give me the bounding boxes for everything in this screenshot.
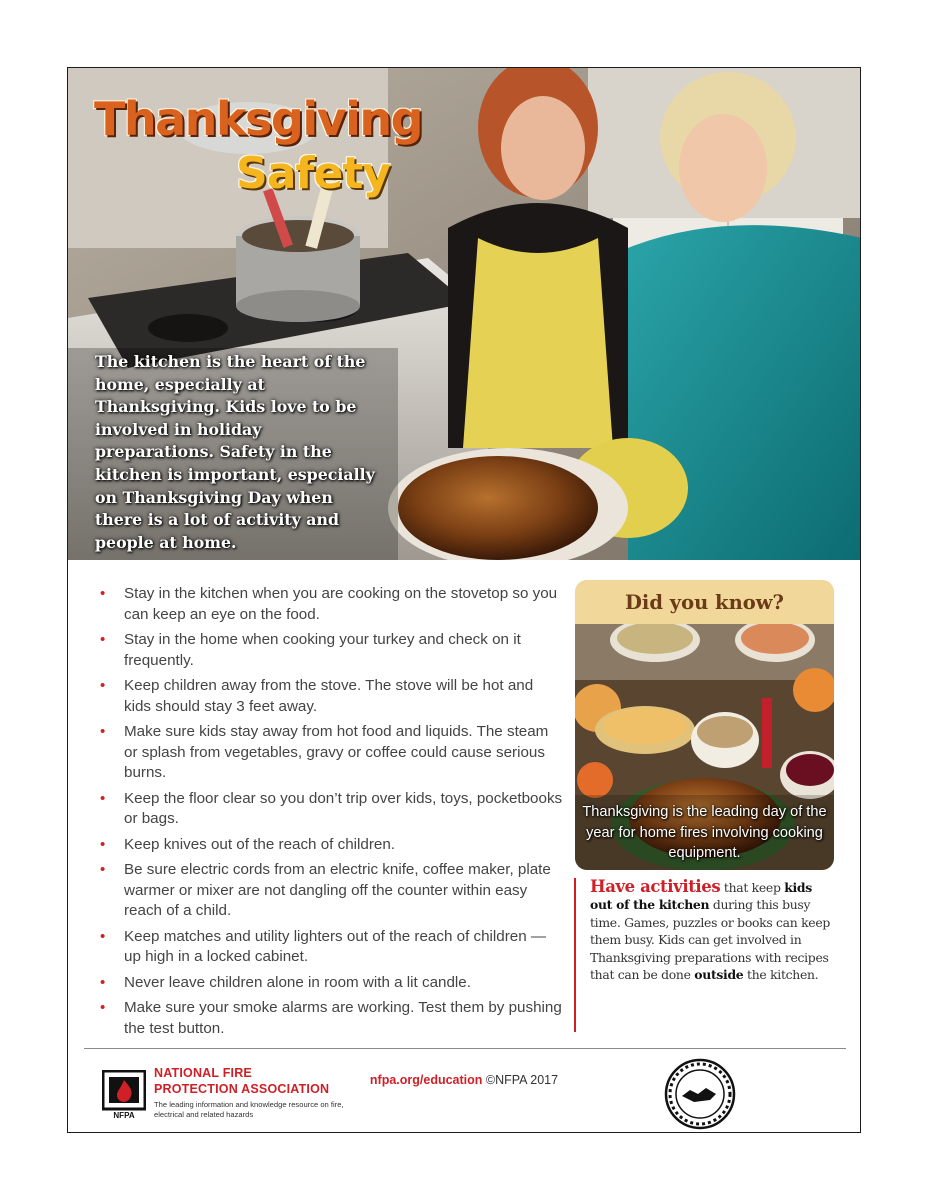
list-item: • Keep the floor clear so you don’t trip over kids, toys, pocketbooks or bags. — [94, 789, 564, 830]
fire-district-seal — [664, 1058, 736, 1130]
did-you-know-box — [575, 580, 834, 870]
footer-divider — [84, 1048, 846, 1049]
title-safety: Safety — [236, 148, 391, 199]
copyright: ©NFPA 2017 — [482, 1073, 559, 1087]
activities-text-part: the kitchen. — [743, 967, 819, 983]
list-item: • Stay in the kitchen when you are cooking on the stovetop so you can keep an eye on the food. — [94, 584, 564, 625]
safety-tips-list — [94, 584, 564, 1044]
hero-photo — [68, 68, 861, 560]
activities-text-part: during this busy time. Games, puzzles or books can keep them busy. Kids can get involved in Thanksgiving preparations with recipes that can be done — [590, 897, 830, 983]
title-thanksgiving: Thanksgiving — [94, 92, 423, 146]
activities-callout — [574, 878, 838, 1032]
footer-url-line — [0, 1073, 928, 1087]
list-item: • Keep knives out of the reach of children. — [94, 835, 564, 856]
list-item: • Never leave children alone in room with a lit candle. — [94, 973, 564, 994]
activities-text-part: that keep — [720, 880, 785, 895]
list-item: • Keep children away from the stove. The stove will be hot and kids should stay 3 feet away. — [94, 676, 564, 717]
list-item: • Stay in the home when cooking your turkey and check on it frequently. — [94, 630, 564, 671]
nfpa-logo-text: NFPA — [113, 1111, 135, 1120]
activities-lead: Have activities — [590, 877, 721, 896]
list-item: • Make sure your smoke alarms are working. Test them by pushing the test button. — [94, 998, 564, 1039]
activities-text — [590, 878, 838, 983]
list-item: • Make sure kids stay away from hot food and liquids. The steam or splash from vegetables, gravy or coffee could cause serious burns. — [94, 722, 564, 784]
organization-name-line: NATIONAL FIRE — [154, 1066, 252, 1080]
activities-emphasis: outside — [694, 967, 744, 983]
activities-emphasis: kids out of the kitchen — [590, 880, 812, 913]
list-item: • Be sure electric cords from an electric knife, coffee maker, plate warmer or mixer are not dangling off the counter within easy reach of a child. — [94, 860, 564, 922]
organization-name-line: PROTECTION ASSOCIATION — [154, 1081, 330, 1096]
education-link[interactable]: nfpa.org/education — [369, 1073, 483, 1087]
did-you-know-heading: Did you know? — [575, 580, 834, 624]
safety-flyer — [67, 67, 861, 1133]
did-you-know-caption: Thanksgiving is the leading day of the year for home fires involving cooking equipment. — [582, 804, 827, 862]
intro-text: The kitchen is the heart of the home, especially at Thanksgiving. Kids love to be involved in holiday preparations. Safety in the kitchen is important, especially on Thanksgiving Day when there is a lot of activity and people at home. — [95, 352, 375, 552]
list-item: • Keep matches and utility lighters out of the reach of children — up high in a locked cabinet. — [94, 927, 564, 968]
organization-tagline: The leading information and knowledge resource on fire, electrical and related hazards — [154, 1100, 344, 1119]
